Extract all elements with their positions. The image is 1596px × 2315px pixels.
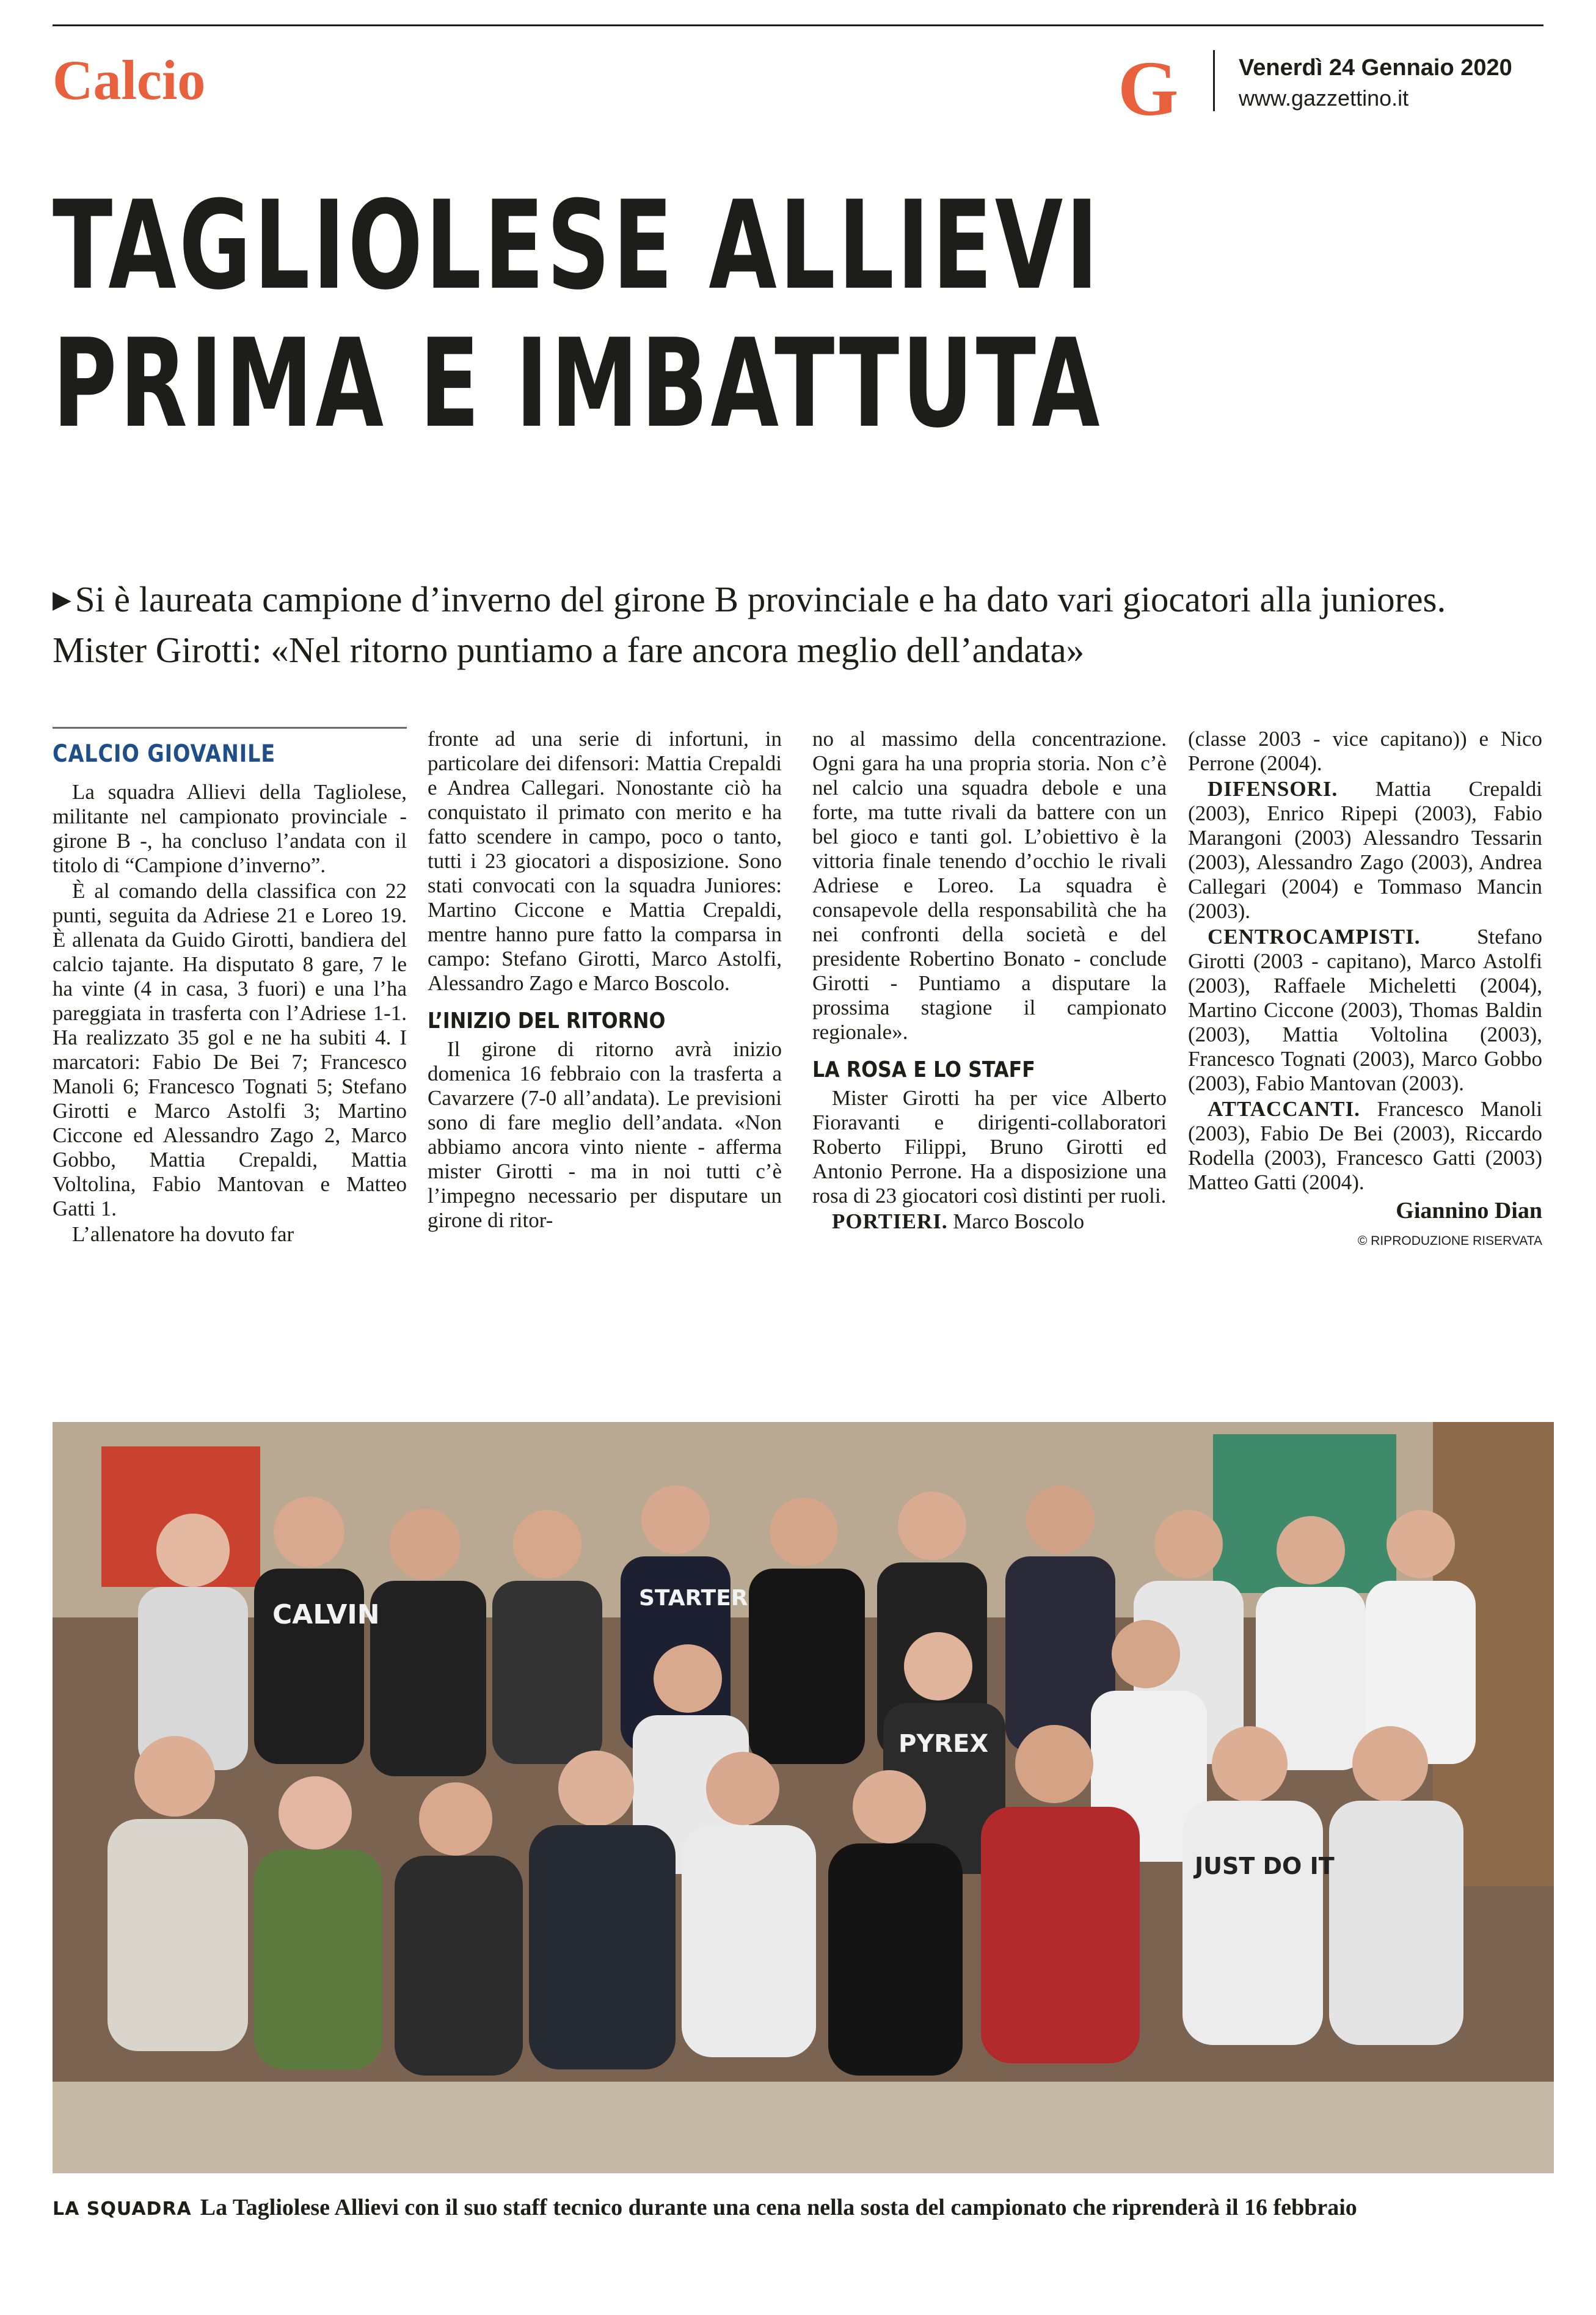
top-rule — [53, 24, 1543, 26]
paragraph — [812, 1209, 1167, 1234]
role-label: PORTIERI. — [832, 1209, 948, 1233]
paragraph: fronte ad una serie di infortuni, in particolare dei difensori: Mattia Crepaldi e Andrea Callegari. Nonostante ciò ha conquistato il primato con merito e ha fatto scendere in campo, poco o tanto, tutti i 23 giocatori a disposizione. Sono stati convocati con la squadra Juniores: Martino Ciccone e Mattia Crepaldi, mentre hanno pure fatto la comparsa in campo: Stefano Girotti, Marco Astolfi, Alessandro Zago e Marco Boscolo. — [428, 727, 782, 995]
shirt-text: PYREX — [898, 1730, 989, 1758]
column-1 — [53, 727, 407, 1248]
paragraph: La squadra Allievi della Tagliolese, militante nel campionato provinciale - girone B -, ha concluso l’andata con il titolo di “Campione d’inverno”. — [53, 780, 407, 877]
paragraph: L’allenatore ha dovuto far — [72, 1222, 294, 1246]
team-photo — [53, 1422, 1554, 2173]
paragraph — [1188, 925, 1542, 1096]
paragraph: Mister Girotti ha per vice Alberto Fioravanti e dirigenti-collaboratori Roberto Filippi, Bruno Girotti ed Antonio Perrone. Ha a disposizione una rosa di 23 giocatori così distinti per ruoli. — [812, 1086, 1167, 1208]
deck-text: Si è laureata campione d’inverno del girone B provinciale e ha dato vari giocatori alla juniores. Mister Girotti: «Nel ritorno puntiamo a fare ancora meglio dell’andata» — [53, 579, 1446, 670]
header-divider — [1213, 50, 1215, 111]
role-label: CENTROCAMPISTI. — [1208, 925, 1421, 949]
column-2 — [428, 727, 782, 1234]
shirt-text: JUST DO IT — [1195, 1853, 1335, 1879]
subheading: L’INIZIO DEL RITORNO — [428, 1008, 666, 1034]
role-text: Stefano Girotti (2003 - capitano), Marco Astolfi (2003), Raffaele Micheletti (2004), Martino Ciccone (2003), Thomas Baldin (2003), Mattia Voltolina (2003), Francesco Tognati (2003), Marco Gobbo (2003), Fabio Mantovan (2003). — [1188, 925, 1542, 1095]
paragraph: (classe 2003 - vice capitano)) e Nico Perrone (2004). — [1188, 727, 1542, 775]
column-4 — [1188, 727, 1542, 1253]
shirt-text: STARTER — [639, 1586, 748, 1611]
role-text: Marco Boscolo — [953, 1209, 1085, 1233]
photo-caption — [53, 2194, 1357, 2221]
shirt-text: CALVIN — [272, 1599, 380, 1630]
caption-label: LA SQUADRA — [53, 2198, 192, 2220]
role-label: ATTACCANTI. — [1208, 1097, 1360, 1121]
kicker: CALCIO GIOVANILE — [53, 740, 276, 768]
paragraph: no al massimo della concentrazione. Ogni gara ha una propria storia. Non c’è nel calcio una squadra debole e una forte, ma tutte rivali da battere con un bel gioco e tanti gol. L’obiettivo è la vittoria finale tenendo d’occhio le rivali Adriese e Loreo. La squadra è consapevole della responsabilità che ha nei confronti della società e del presidente Robertino Bonato - conclude Girotti - Puntiamo a disputare la prossima stagione il campionato regionale». — [812, 727, 1167, 1044]
copyright: © RIPRODUZIONE RISERVATA — [1357, 1234, 1542, 1248]
headline: TAGLIOLESE ALLIEVI PRIMA E IMBATTUTA — [53, 175, 1102, 455]
play-arrow-icon: ▶ — [53, 586, 71, 613]
issue-date: Venerdì 24 Gennaio 2020 — [1239, 55, 1512, 81]
paragraph: È al comando della classifica con 22 punti, seguita da Adriese 21 e Loreo 19. È allenata da Guido Girotti, bandiera del calcio tajante. Ha disputato 8 gare, 7 le ha vinte (4 in casa, 3 fuori) e una l’ha pareggiata in trasferta con l’Adriese 1-1. Ha realizzato 35 gol e ne ha subiti 4. I marcatori: Fabio De Bei 7; Francesco Manoli 6; Francesco Tognati 5; Stefano Girotti e Marco Astolfi 3; Martino Ciccone ed Alessandro Zago 2, Marco Gobbo, Mattia Crepaldi, Mattia Voltolina, Fabio Mantovan e Matteo Gatti 1. — [53, 879, 407, 1220]
website-link[interactable]: www.gazzettino.it — [1239, 86, 1409, 111]
role-text: Mattia Crepaldi (2003), Enrico Ripepi (2003), Fabio Marangoni (2003) Alessandro Tessarin (2003), Alessandro Zago (2003), Andrea Callegari (2004) e Tommaso Mancin (2003). — [1188, 777, 1542, 923]
deck — [53, 574, 1543, 675]
paragraph — [1188, 777, 1542, 924]
paragraph: Il girone di ritorno avrà inizio domenica 16 febbraio con la trasferta a Cavarzere (7-0 all’andata). Le previsioni sono di fare meglio dell’andata. «Non abbiamo ancora vinto niente - afferma mister Girotti - ma in noi tutti c’è l’impegno necessario per disputare un girone di ritor- — [428, 1037, 782, 1232]
role-label: DIFENSORI. — [1208, 777, 1338, 801]
section-label: Calcio — [53, 49, 206, 111]
column-3 — [812, 727, 1167, 1235]
gazzettino-logo: G — [1118, 45, 1179, 132]
team-photo-illustration — [53, 1422, 1554, 2173]
author: Giannino Dian — [1396, 1198, 1542, 1223]
caption-text: La Tagliolese Allievi con il suo staff tecnico durante una cena nella sosta del campionato che riprenderà il 16 febbraio — [200, 2195, 1357, 2220]
paragraph — [1188, 1097, 1542, 1195]
subheading: LA ROSA E LO STAFF — [812, 1057, 1035, 1082]
kicker-rule — [53, 727, 407, 729]
role-text: Francesco Manoli (2003), Fabio De Bei (2003), Riccardo Rodella (2003), Francesco Gatti (2003) Matteo Gatti (2004). — [1188, 1097, 1543, 1194]
